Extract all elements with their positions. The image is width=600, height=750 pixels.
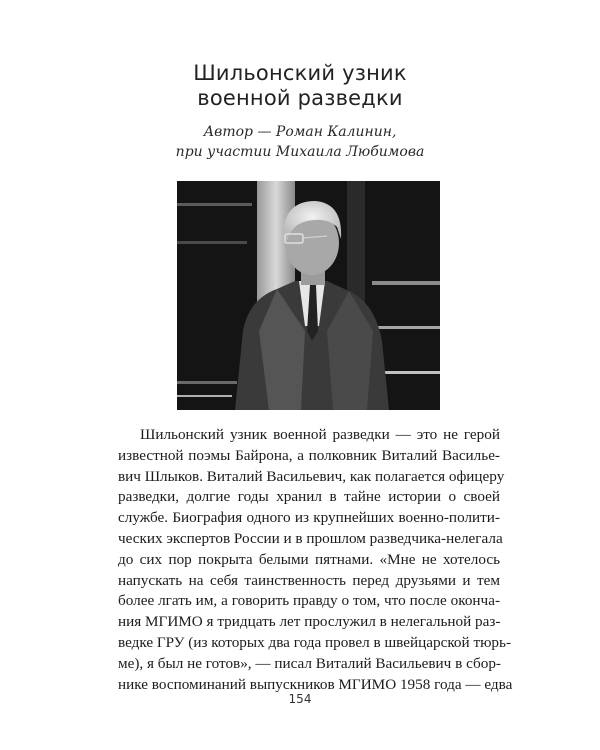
body-line: службе. Биография одного из крупнейших военно-полити- [118,509,500,527]
body-line: ведке ГРУ (из которых два года провел в швейцарской тюрь- [118,633,512,651]
body-paragraph [118,425,513,695]
page-number: 154 [288,692,312,706]
body-line: до сих пор покрыта белыми пятнами. «Мне не хотелось [118,550,500,568]
author-line-2: при участии Михаила Любимова [175,144,425,160]
body-line: нике воспоминаний выпускников МГИМО 1958 года — едва [118,675,513,693]
body-line: ческих экспертов России и в прошлом разведчика-нелегала [118,529,503,547]
chapter-title-line-2: военной разведки [197,86,403,110]
body-line: ния МГИМО я тридцать лет прослужил в нелегальной раз- [118,613,501,631]
body-line: вич Шлыков. Виталий Васильевич, как полагается офицеру [118,467,505,485]
author-line-1: Автор — Роман Калинин, [203,124,397,140]
body-line: ме), я был не готов», — писал Виталий Васильевич в сбор- [118,654,501,672]
chapter-title-line-1: Шильонский узник [193,61,407,85]
body-line: разведки, долгие годы хранил в тайне истории о своей [118,488,500,506]
body-line: известной поэмы Байрона, а полковник Виталий Василье- [118,446,500,464]
body-line: более лгать им, а говорить правду о том, что после оконча- [118,592,500,610]
body-line: напускать на себя таинственность перед друзьями и тем [118,571,500,589]
portrait-photo [177,181,440,410]
body-line: Шильонский узник военной разведки — это не герой [140,426,500,443]
